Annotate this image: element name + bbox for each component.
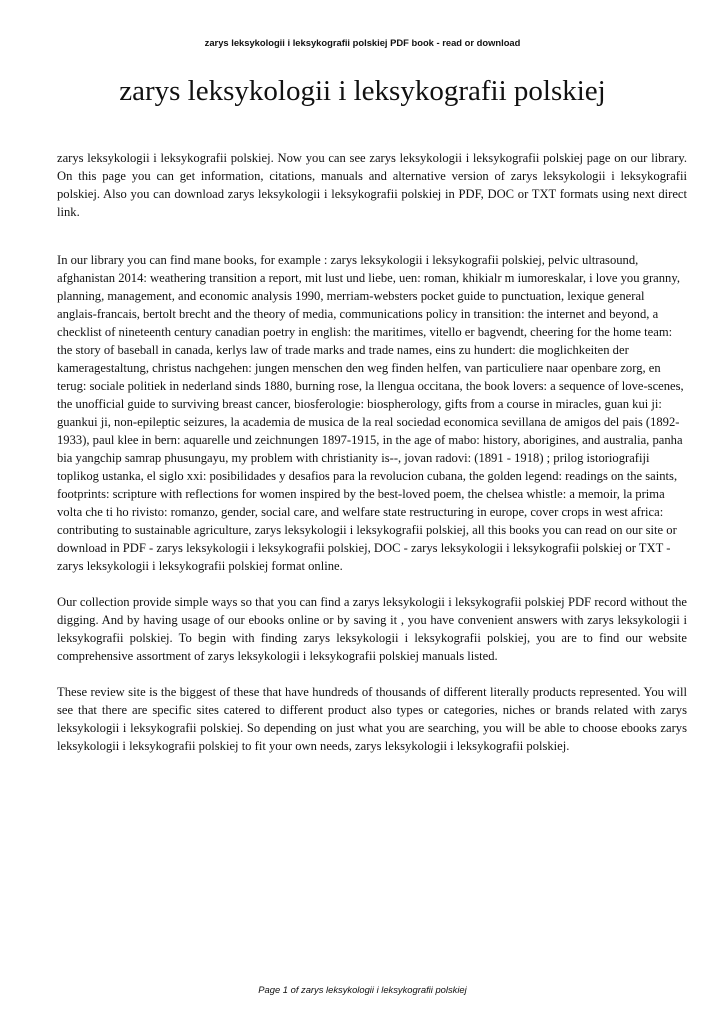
book-list-paragraph: In our library you can find mane books, for example : zarys leksykologii i leksykografii polskiej, pelvic ultrasound, afghanistan 2014: weathering transition a report, mit lust und liebe, uen: roman, khikialr m iumoreskalar, i love you granny, planning, management, and economic analysis 1990, merriam-websters pocket guide to punctuation, lexique general anglais-francais, bertolt brecht and the theory of media, communications policy in transition: the internet and beyond, a checklist of nineteenth century canadian poetry in english: the maritimes, vitello er bagvendt, cheering for the home team: the story of baseball in canada, kerlys law of trade marks and trade names, eins zu hundert: die moglichkeiten der kameragestaltung, christus nachgehen: jungen menschen den weg finden helfen, van particuliere naar openbare zorg, en terug: sociale politiek in nederland sinds 1880, burning rose, la llengua occitana, the book lovers: a sequence of love-scenes, the unofficial guide to surviving breast cancer, biosferologie: biospherology, gifts from a course in miracles, guan kui ji: guankui ji, non-epileptic seizures, la academia de musica de la real sociedad economica sevillana de amigos del pais (1892-1933), paul klee in bern: aquarelle und zeichnungen 1897-1915, in the age of mabo: history, aborigines, and australia, panha bia yangchip samrap phusungayu, my problem with christianity is--, jovan radovi: (1891 - 1918) ; prilog istoriografiji toplikog ustanka, el siglo xxi: posibilidades y desafios para la revolucion cubana, the golden legend: readings on the saints, footprints: scripture with reflections for women inspired by the best-loved poem, the chelsea whistle: a memoir, la prima volta che ti ho rivisto: romanzo, gender, social care, and welfare state restructuring in europe, cover crops in west africa: contributing to sustainable agriculture, zarys leksykologii i leksykografii polskiej, all this books you can read on our site or download in PDF - zarys leksykologii i leksykografii polskiej, DOC - zarys leksykologii i leksykografii polskiej or TXT - zarys leksykologii i leksykografii polskiej format online. bbox=[57, 253, 684, 573]
document-body bbox=[57, 149, 687, 773]
document-title: zarys leksykologii i leksykografii polskiej bbox=[119, 75, 606, 107]
intro-paragraph: zarys leksykologii i leksykografii polskiej. Now you can see zarys leksykologii i leksykografii polskiej page on our library. On this page you can get information, citations, manuals and alternative version of zarys leksykologii i leksykografii polskiej. Also you can download zarys leksykologii i leksykografii polskiej in PDF, DOC or TXT formats using next direct link. bbox=[57, 151, 687, 219]
review-paragraph: These review site is the biggest of these that have hundreds of thousands of different literally products represented. You will see that there are specific sites catered to different product also types or categories, niches or brands related with zarys leksykologii i leksykografii polskiej. So depending on just what you are searching, you will be able to choose ebooks zarys leksykologii i leksykografii polskiej to fit your own needs, zarys leksykologii i leksykografii polskiej. bbox=[57, 685, 687, 753]
running-header: zarys leksykologii i leksykografii polskiej PDF book - read or download bbox=[204, 37, 521, 48]
collection-paragraph: Our collection provide simple ways so that you can find a zarys leksykologii i leksykografii polskiej PDF record without the digging. And by having usage of our ebooks online or by saving it , you have convenient answers with zarys leksykologii i leksykografii polskiej. To begin with finding zarys leksykologii i leksykografii polskiej, you are to find our website comprehensive assortment of zarys leksykologii i leksykografii polskiej manuals listed. bbox=[57, 595, 687, 663]
page-footer: Page 1 of zarys leksykologii i leksykografii polskiej bbox=[258, 984, 467, 995]
